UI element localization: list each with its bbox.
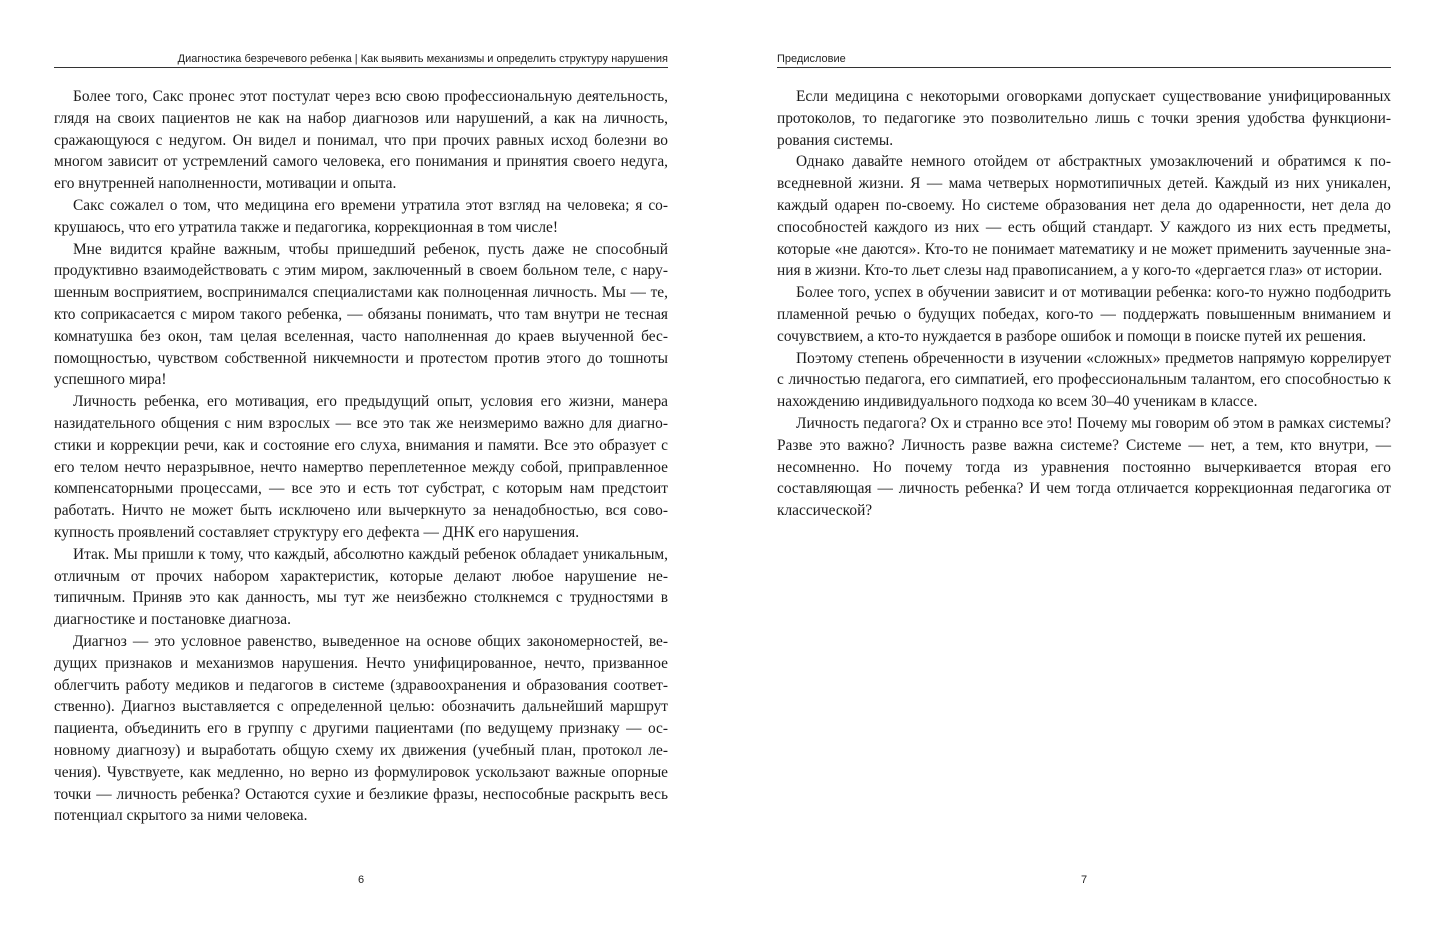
paragraph: Более того, успех в обучении зависит и от мотивации ребенка: кого-то нужно подбодрить пламенной речью о будущих победах, кого-то — поддержать повышенным вниманием и сочувствием, а кто-то нуждается в разборе ошибок и помощи в поиске путей их решения.: [777, 284, 1391, 345]
right-body-text: [777, 86, 1391, 522]
paragraph: Личность педагога? Ох и странно все это! Почему мы говорим об этом в рамках системы? Разве это важно? Личность разве важна системе? Системе — нет, а тем, кто внутри, — несомненно. Но почему тогда из уравнения постоянно вычеркивается вторая его составляющая — личность ребенка? И чем тогда отличается коррекционная педагогика от классической?: [777, 414, 1391, 520]
paragraph: Поэтому степень обреченности в изучении «сложных» предметов напрямую коррелирует с личностью педагога, его симпатией, его профессиональным талантом, его способностью к нахождению индивидуального подхода ко всем 30–40 ученикам в классе.: [777, 349, 1391, 411]
paragraph: Если медицина с некоторыми оговорками допускает существование унифицированных протоколов, то педагогике это позволительно лишь с точки зрения удобства функционирования системы.: [777, 88, 1391, 149]
left-running-head: Диагностика безречевого ребенка | Как выявить механизмы и определить структуру нарушения: [54, 52, 668, 68]
paragraph: Сакс сожалел о том, что медицина его времени утратила этот взгляд на человека; я сокрушаюсь, что его утратила также и педагогика, коррекционная в том числе!: [54, 196, 668, 236]
paragraph: Личность ребенка, его мотивация, его предыдущий опыт, условия его жизни, манера назидательного общения с ним взрослых — все это так же неизмеримо важно для диагностики и коррекции речи, как и состояние его слуха, внимания и памяти. Все это образует с его телом нечто неразрывное, нечто намертво переплетенное между собой, приправленное компенсаторными процессами, — все это и есть тот субстрат, с которым нам предстоит работать. Ничто не может быть исключено или вычеркнуто за ненадобностью, вся совокупность проявлений составляет структуру его дефекта — ДНК его нарушения.: [54, 393, 668, 541]
left-page-number: 6: [357, 874, 365, 886]
right-running-head: Предисловие: [777, 52, 1391, 68]
paragraph: Итак. Мы пришли к тому, что каждый, абсолютно каждый ребенок обладает уникальным, отличным от прочих набором характеристик, которые делают любое нарушение нетипичным. Приняв это как данность, мы тут же неизбежно столкнемся с трудностями в диагностике и постановке диагноза.: [54, 545, 668, 629]
left-body-text: [54, 86, 668, 827]
paragraph: Более того, Сакс пронес этот постулат через всю свою профессиональную деятельность, глядя на своих пациентов не как на набор диагнозов или нарушений, а как на личность, сражающуюся с недугом. Он видел и понимал, что при прочих равных исход болезни во многом зависит от устремлений самого человека, его понимания и принятия своего недуга, его внутренней наполненности, мотивации и опыта.: [54, 88, 668, 193]
left-page: [54, 0, 668, 939]
paragraph: Однако давайте немного отойдем от абстрактных умозаключений и обратимся к повседневной жизни. Я — мама четверых нормотипичных детей. Каждый из них уникален, каждый одарен по-своему. Но системе образования нет дела до одаренности, нет дела до способностей каждого из них — есть общий стандарт. У каждого из них есть предметы, которые «не даются». Кто-то не понимает математику и не может применить заученные знания в жизни. Кто-то льет слезы над правописанием, а у кого-то «дергается глаз» от истории.: [777, 153, 1391, 280]
paragraph: Диагноз — это условное равенство, выведенное на основе общих закономерностей, ведущих признаков и механизмов нарушения. Нечто унифицированное, нечто, призванное облегчить работу медиков и педагогов в системе (здравоохранения и образования соответственно). Диагноз выставляется с определенной целью: обозначить дальнейший маршрут пациента, объединить его в группу с другими пациентами (по ведущему признаку — основному диагнозу) и выработать общую схему их движения (учебный план, протокол лечения). Чувствуете, как медленно, но верно из формулировок ускользают важные опорные точки — личность ребенка? Остаются сухие и безликие фразы, неспособные раскрыть весь потенциал скрытого за ними человека.: [54, 632, 668, 825]
right-page-number: 7: [1080, 874, 1088, 886]
paragraph: Мне видится крайне важным, чтобы пришедший ребенок, пусть даже не способный продуктивно взаимодействовать с этим миром, заключенный в своем больном теле, с нарушенным восприятием, воспринимался специалистами как полноценная личность. Мы — те, кто соприкасается с миром такого ребенка, — обязаны понимать, что там внутри не тесная комнатушка без окон, там целая вселенная, часто наполненная до краев выученной беспомощностью, чувством собственной никчемности и протестом против этого до тошноты успешного мира!: [54, 240, 668, 389]
right-page: [777, 0, 1391, 939]
